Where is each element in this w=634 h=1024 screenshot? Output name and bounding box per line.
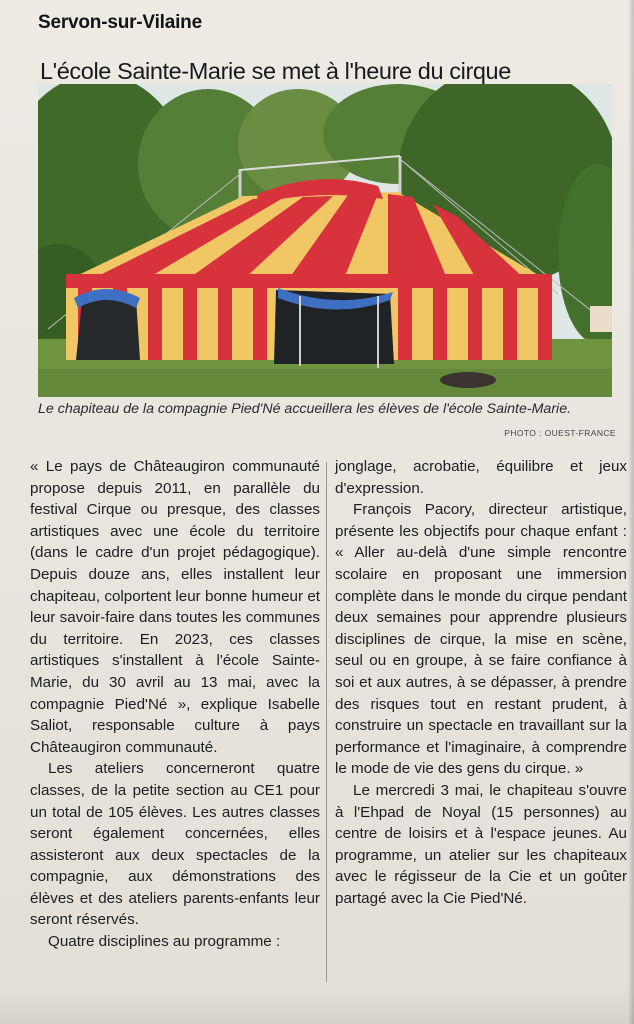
paragraph: Le mercredi 3 mai, le chapiteau s'ouvre à l'Ehpad de Noyal (15 personnes) au centre de loisirs et à l'espace jeunes. Au programme, un atelier sur les chapiteaux avec le régisseur de la Cie et un goûter partagé avec la Cie Pied'Né. — [335, 781, 627, 907]
town-heading: Servon-sur-Vilaine — [38, 12, 202, 33]
paragraph: François Pacory, directeur artistique, présente les objectifs pour chaque enfant : « Aller au-delà d'une simple rencontre scolaire en proposant une immersion complète dans le monde du cirque pendant deux semaines pour apprendre plusieurs disciplines de cirque, la mise en scène, seul ou en groupe, à se faire confiance à soi et aux autres, à se dépasser, à prendre des risques tout en restant prudent, à construire un spectacle en travaillant sur la performance et l'imaginaire, à comprendre le mode de vie des gens du cirque. » — [335, 501, 627, 778]
page-edge-shadow — [628, 0, 634, 1024]
column-divider — [326, 462, 327, 982]
paragraph: Les ateliers concerneront quatre classes, de la petite section au CE1 pour un total de 105 élèves. Les autres classes seront également concernées, elles assisteront aux deux spectacles de la compagnie, aux démonstrations des élèves et des ateliers parents-enfants leur seront réservés. — [30, 760, 320, 929]
article-column-left — [30, 456, 320, 953]
page-bottom-shadow — [0, 990, 634, 1024]
circus-tent-illustration — [38, 84, 612, 397]
paragraph: jonglage, acrobatie, équilibre et jeux d'expression. — [335, 458, 627, 497]
photo-caption: Le chapiteau de la compagnie Pied'Né accueillera les élèves de l'école Sainte-Marie. — [38, 401, 572, 417]
photo-credit: PHOTO : OUEST-FRANCE — [504, 428, 616, 438]
paragraph: Quatre disciplines au programme : — [48, 933, 281, 951]
article-headline: L'école Sainte-Marie se met à l'heure du cirque — [40, 58, 511, 84]
article-column-right — [335, 456, 627, 909]
paragraph: « Le pays de Châteaugiron communauté propose depuis 2011, en parallèle du festival Cirque ou presque, des classes artistiques avec une école du territoire (dans le cadre d'un projet pédagogique). Depuis douze ans, elles installent leur chapiteau, colportent leur bonne humeur et leur savoir-faire dans toutes les communes du territoire. En 2023, ces classes artistiques s'installent à l'école Sainte-Marie, du 30 avril au 13 mai, avec la compagnie Pied'Né », explique Isabelle Saliot, responsable culture à pays Châteaugiron communauté. — [30, 458, 320, 756]
article-photo — [38, 84, 612, 397]
